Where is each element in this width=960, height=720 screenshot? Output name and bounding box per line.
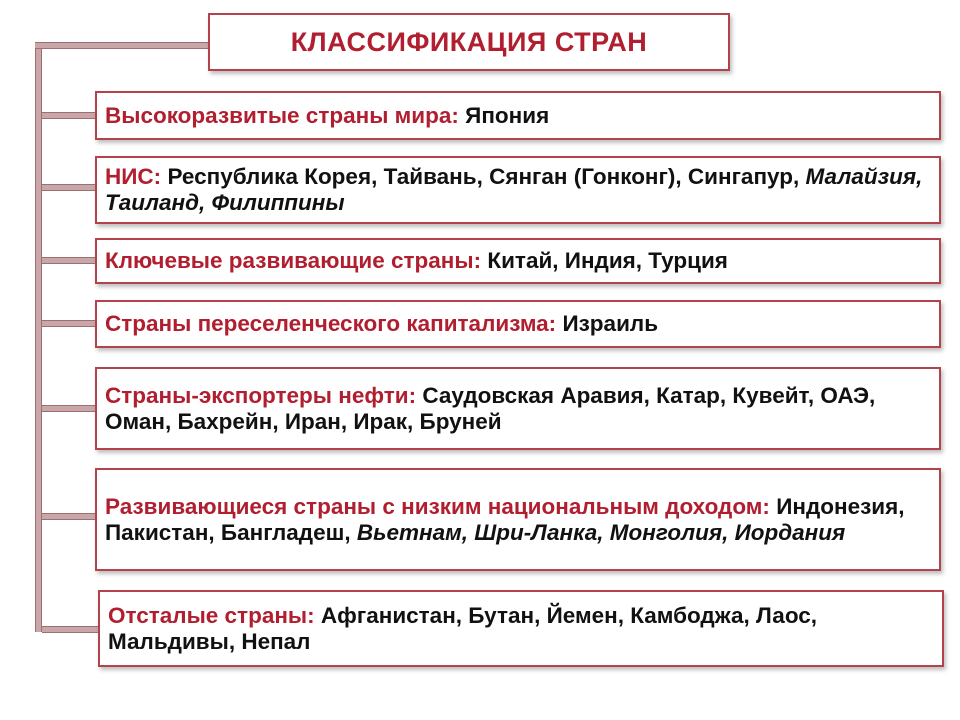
category-box-least-developed <box>98 590 944 667</box>
category-box-oil-exporters <box>95 367 941 450</box>
connector-branch <box>42 112 95 119</box>
category-countries: Республика Корея, Тайвань, Сянган (Гонконг), Сингапур, <box>167 164 800 189</box>
category-box-low-income <box>95 468 941 571</box>
connector-branch <box>42 626 102 633</box>
category-countries: Афганистан, Бутан, Йемен, Камбоджа, Лаос, Мальдивы, Непал <box>108 602 818 654</box>
category-box-key-developing <box>95 238 941 284</box>
connector-to-title <box>35 42 208 49</box>
category-countries: Япония <box>465 102 550 128</box>
category-countries: Китай, Индия, Турция <box>487 248 728 273</box>
title-box <box>208 13 730 71</box>
category-countries-italic: Малайзия, Таиланд, Филиппины <box>105 164 923 215</box>
connector-trunk <box>35 42 42 632</box>
category-label: Отсталые страны: <box>108 602 315 628</box>
category-label: Страны переселенческого капитализма: <box>105 311 557 336</box>
category-box-developed <box>95 91 941 140</box>
connector-branch <box>42 184 95 191</box>
category-countries: Саудовская Аравия, Катар, Кувейт, ОАЭ, Оман, Бахрейн, Иран, Ирак, Бруней <box>105 382 876 434</box>
connector-branch <box>42 257 95 264</box>
category-label: Страны-экспортеры нефти: <box>105 382 417 408</box>
category-label: Развивающиеся страны с низким национальным доходом: <box>105 493 770 519</box>
category-box-settler-capitalism <box>95 300 941 348</box>
connector-branch <box>42 320 95 327</box>
category-box-nis <box>95 156 941 224</box>
category-countries-italic: Вьетнам, Шри-Ланка, Монголия, Иордания <box>356 519 846 545</box>
category-label: НИС: <box>105 164 162 189</box>
connector-branch <box>42 513 95 520</box>
category-countries: Израиль <box>562 311 659 336</box>
category-label: Высокоразвитые страны мира: <box>105 102 459 128</box>
category-label: Ключевые развивающие страны: <box>105 248 482 273</box>
page-title: КЛАССИФИКАЦИЯ СТРАН <box>290 26 648 57</box>
category-countries: Индонезия, Пакистан, Бангладеш, <box>105 493 905 545</box>
connector-branch <box>42 405 95 412</box>
